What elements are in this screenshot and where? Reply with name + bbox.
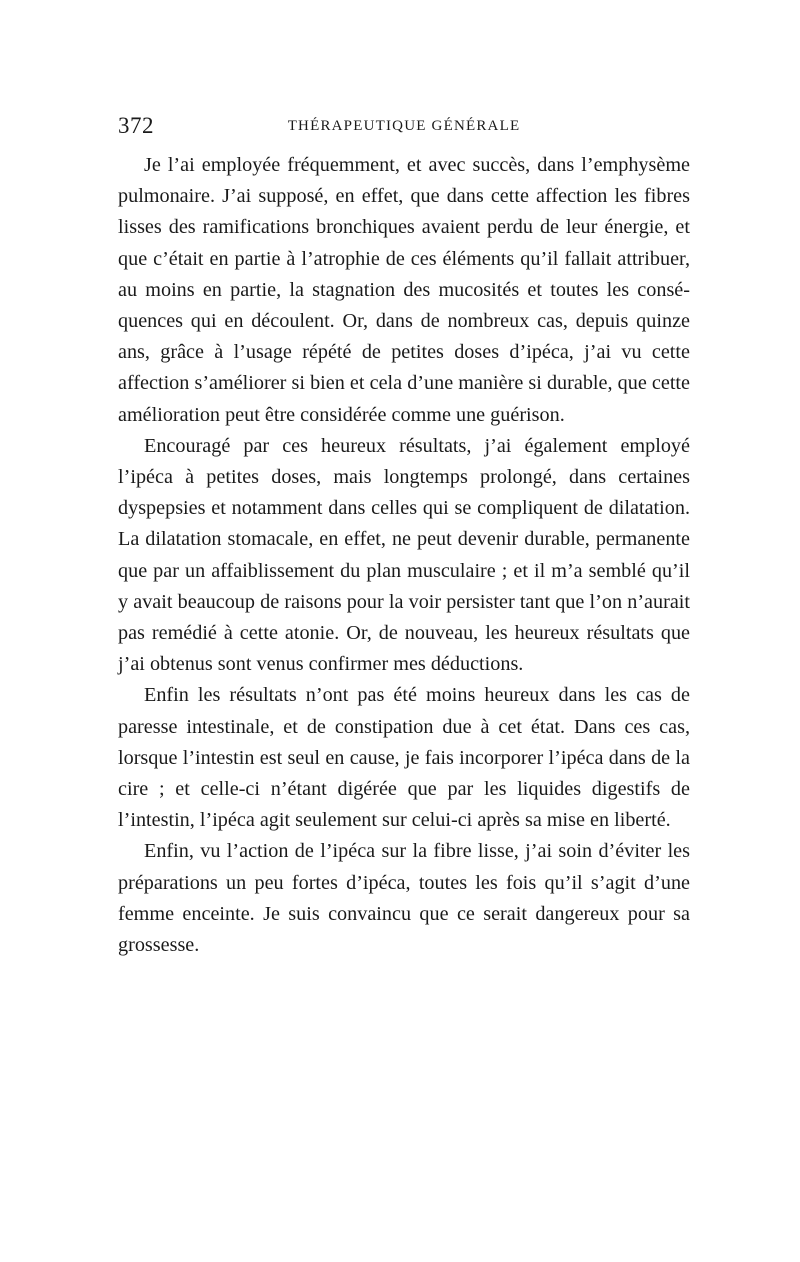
page-number: 372 (118, 113, 154, 138)
body-text (118, 150, 690, 961)
running-head (118, 108, 690, 144)
paragraph-2: Encouragé par ces heureux résultats, j’ai également employé l’ipéca à petites doses, mais longtemps prolongé, dans certaines dyspepsies et notamment dans celles qui se compliquent de dilatation. La dilatation stomacale, en effet, ne peut devenir durable, permanente que par un affaiblissement du plan musculaire ; et il m’a semblé qu’il y avait beaucoup de raisons pour la voir persister tant que l’on n’aurait pas remédié à cette atonie. Or, de nouveau, les heureux résultats que j’ai obtenus sont venus confirmer mes déductions. (118, 434, 690, 676)
paragraph-3: Enfin les résultats n’ont pas été moins heureux dans les cas de paresse intestinale, et de constipation due à cet état. Dans ces cas, lorsque l’intestin est seul en cause, je fais incorporer l’ipéca dans de la cire ; et celle-ci n’étant digérée que par les liquides digestifs de l’intestin, l’ipéca agit seulement sur celui-ci après sa mise en liberté. (118, 684, 690, 832)
paragraph-4: Enfin, vu l’action de l’ipéca sur la fibre lisse, j’ai soin d’éviter les préparations un peu fortes d’ipéca, toutes les fois qu’il s’agit d’une femme enceinte. Je suis convaincu que ce serait dangereux pour sa grossesse. (118, 840, 690, 957)
running-title: THÉRAPEUTIQUE GÉNÉRALE (287, 118, 521, 134)
paragraph-1: Je l’ai employée fréquemment, et avec succès, dans l’emphysème pulmonaire. J’ai supposé, en effet, que dans cette affection les fibres lisses des ramifications bronchiques avaient perdu de leur énergie, et que c’était en partie à l’atrophie de ces éléments qu’il fallait attribuer, au moins en partie, la stagnation des mucosités et toutes les conséquences qui en découlent. Or, dans de nombreux cas, depuis quinze ans, grâce à l’usage répété de petites doses d’ipéca, j’ai vu cette affection s’améliorer si bien et cela d’une manière si durable, que cette amélioration peut être considérée comme une guérison. (118, 154, 690, 426)
